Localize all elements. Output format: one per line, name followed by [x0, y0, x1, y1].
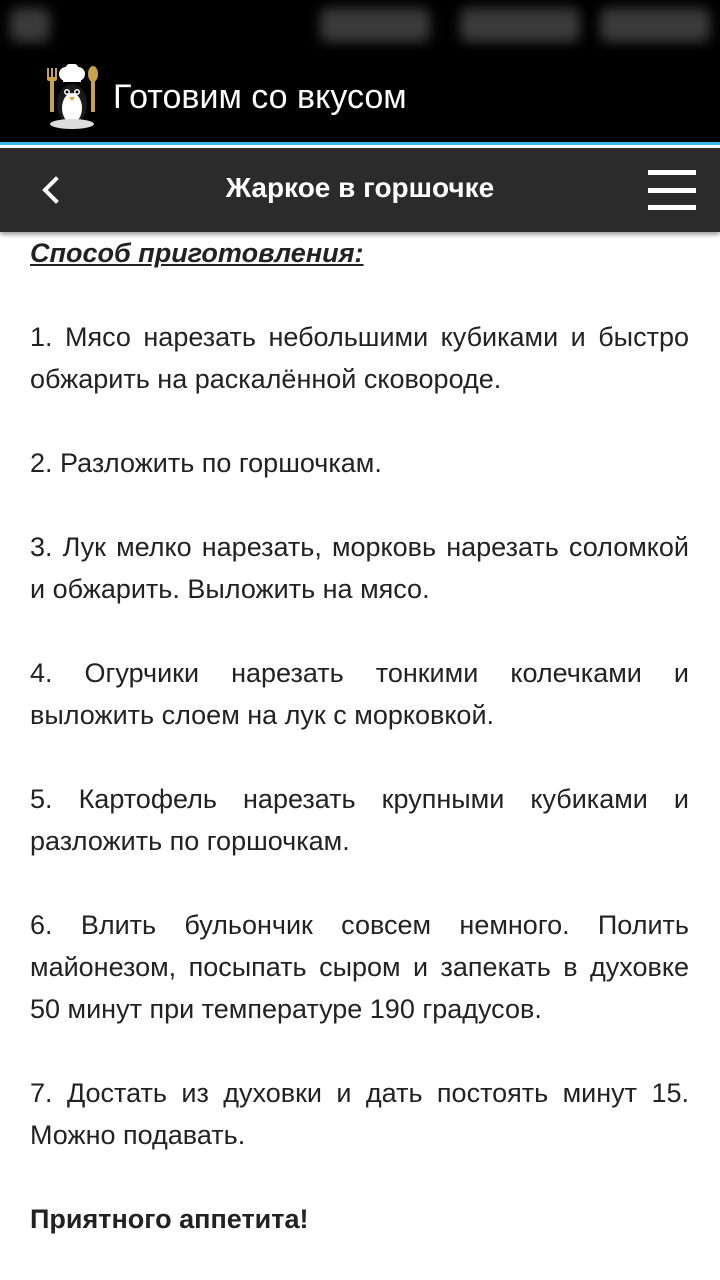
network-icons — [460, 8, 580, 42]
recipe-nav-bar — [0, 148, 720, 232]
step-4: 4. Огурчики нарезать тонкими колечками и выложить слоем на лук с морковкой. — [30, 658, 689, 730]
step-1: 1. Мясо нарезать небольшими кубиками и быстро обжарить на раскалённой сковороде. — [30, 322, 689, 394]
notification-icon — [10, 8, 50, 42]
signal-icons — [320, 8, 430, 42]
section-title: Способ приготовления: — [30, 238, 364, 268]
chevron-left-icon — [38, 176, 62, 204]
step-7: 7. Достать из духовки и дать постоять минут 15. Можно подавать. — [30, 1078, 689, 1150]
step-5: 5. Картофель нарезать крупными кубиками и разложить по горшочкам. — [30, 784, 689, 856]
recipe-content[interactable] — [30, 232, 689, 1240]
status-bar — [0, 0, 720, 50]
recipe-title: Жаркое в горшочке — [225, 172, 495, 203]
closing-text: Приятного аппетита! — [30, 1204, 309, 1234]
clock-battery — [600, 8, 710, 42]
chef-penguin-icon — [44, 64, 100, 130]
app-title: Готовим со вкусом — [113, 78, 407, 116]
step-3: 3. Лук мелко нарезать, морковь нарезать соломкой и обжарить. Выложить на мясо. — [30, 532, 689, 604]
step-2: 2. Разложить по горшочкам. — [30, 448, 382, 478]
app-bar — [0, 50, 720, 145]
hamburger-menu-icon — [648, 170, 696, 175]
step-6: 6. Влить бульончик совсем немного. Полить майонезом, посыпать сыром и запекать в духовке 50 минут при температуре 190 градусов. — [30, 910, 689, 1024]
menu-button[interactable] — [646, 166, 698, 214]
back-button[interactable] — [22, 162, 78, 218]
